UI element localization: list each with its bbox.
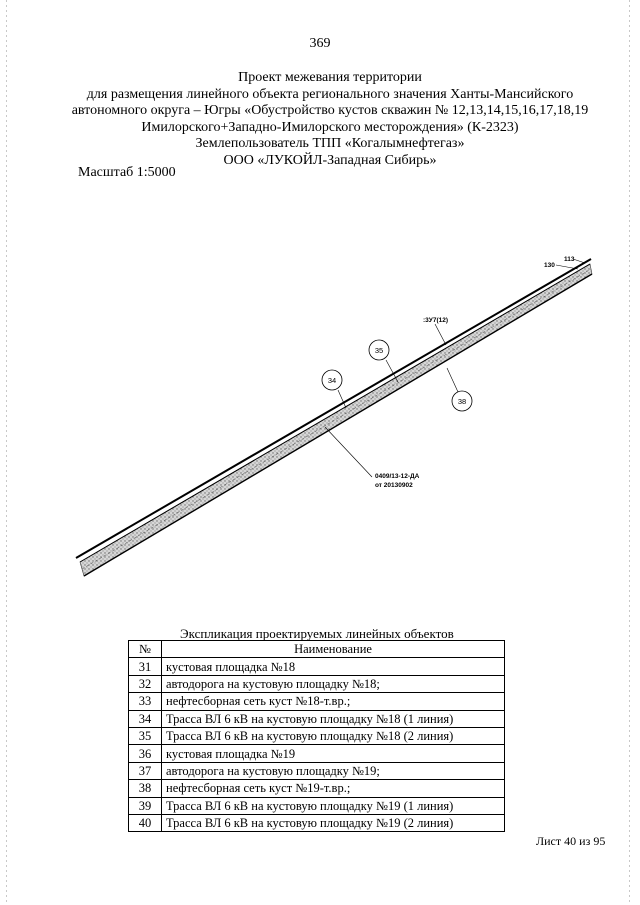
row-name: автодорога на кустовую площадку №19; (162, 762, 505, 779)
row-num: 34 (129, 710, 162, 727)
title-line: Имилорского+Западно-Имилорского месторождения» (К-2323) (141, 119, 519, 135)
title-line: для размещения линейного объекта регионального значения Ханты-Мансийского (86, 86, 574, 102)
table-row (129, 727, 505, 744)
table-row (129, 675, 505, 692)
table-row (129, 693, 505, 710)
doc-ref-line2: от 20130902 (375, 482, 413, 489)
table-row (129, 814, 505, 831)
table-row (129, 658, 505, 675)
sheet-label: Лист (536, 834, 562, 848)
row-num: 38 (129, 780, 162, 797)
header-name: Наименование (162, 641, 505, 658)
row-num: 32 (129, 675, 162, 692)
leader-line (435, 324, 446, 345)
map-drawing (0, 240, 640, 600)
row-num: 33 (129, 693, 162, 710)
leader-line (447, 368, 458, 392)
boundary-line-inner (84, 274, 592, 576)
header-num: № (129, 641, 162, 658)
leader-line (325, 427, 372, 477)
object-marker-label: 38 (457, 397, 467, 406)
row-num: 40 (129, 814, 162, 831)
boundary-line-outer (76, 259, 591, 558)
label-113: 113 (564, 256, 575, 263)
object-marker-label: 34 (327, 376, 337, 385)
title-line: Землепользователь ТПП «Когалымнефтегаз» (195, 136, 465, 151)
sheet-indicator (533, 834, 605, 849)
row-num: 39 (129, 797, 162, 814)
object-marker-label: 35 (374, 346, 384, 355)
row-name: кустовая площадка №19 (162, 745, 505, 762)
axis-line (82, 269, 591, 569)
sheet-total: 95 (593, 834, 606, 848)
leader-line (556, 265, 578, 269)
row-num: 36 (129, 745, 162, 762)
sheet-of-label: из (579, 834, 591, 848)
row-num: 31 (129, 658, 162, 675)
table-caption: Экспликация проектируемых линейных объектов (180, 626, 454, 641)
table-row (129, 745, 505, 762)
row-name: Трасса ВЛ 6 кВ на кустовую площадку №18 (1 линия) (162, 710, 505, 727)
table-row (129, 780, 505, 797)
leader-line (573, 259, 585, 263)
explication-table (128, 640, 505, 832)
doc-ref-line1: 0409/13-12-ДА (375, 473, 420, 480)
boundary-line-mid (80, 264, 590, 562)
row-name: нефтесборная сеть куст №18-т.вр.; (162, 693, 505, 710)
row-name: Трасса ВЛ 6 кВ на кустовую площадку №18 (2 линия) (162, 727, 505, 744)
cadastral-label: :3У7(12) (423, 317, 448, 324)
label-130: 130 (544, 262, 555, 269)
row-num: 35 (129, 727, 162, 744)
title-line: Проект межевания территории (238, 70, 422, 85)
row-name: Трасса ВЛ 6 кВ на кустовую площадку №19 (1 линия) (162, 797, 505, 814)
scale-label: Масштаб 1:5000 (78, 165, 176, 180)
row-name: автодорога на кустовую площадку №18; (162, 675, 505, 692)
table-header-row (129, 641, 505, 658)
sheet-current: 40 (564, 834, 577, 848)
table-row (129, 762, 505, 779)
page-number: 369 (309, 36, 331, 51)
corridor-area (80, 264, 592, 576)
row-name: кустовая площадка №18 (162, 658, 505, 675)
table-row (129, 710, 505, 727)
row-name: нефтесборная сеть куст №19-т.вр.; (162, 780, 505, 797)
table-row (129, 797, 505, 814)
row-name: Трасса ВЛ 6 кВ на кустовую площадку №19 (2 линия) (162, 814, 505, 831)
title-line: ООО «ЛУКОЙЛ-Западная Сибирь» (223, 152, 437, 168)
title-line: автономного округа – Югры «Обустройство кустов скважин № 12,13,14,15,16,17,18,19 (71, 103, 589, 118)
row-num: 37 (129, 762, 162, 779)
document-title (60, 70, 600, 169)
